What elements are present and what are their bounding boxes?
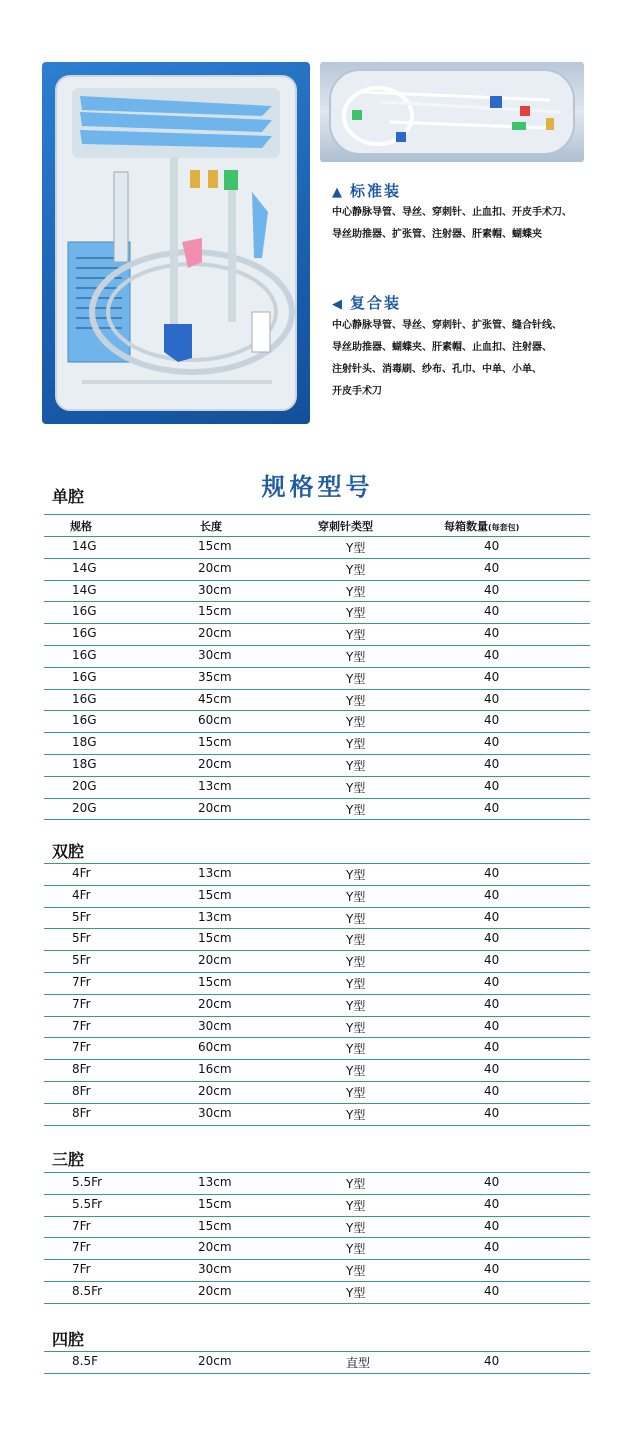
length-cell: 20cm [198,953,232,968]
table-rule [44,1351,590,1352]
quantity-cell: 40 [484,778,500,793]
table-rule [44,907,590,908]
quantity-cell: 40 [484,735,500,750]
quantity-cell: 40 [484,1262,500,1277]
table-rule [44,1216,590,1217]
needle-type-cell: Y型 [346,1064,366,1079]
needle-type-cell: Y型 [346,541,366,555]
table-rule [44,623,590,624]
needle-type-cell: Y型 [346,1086,366,1100]
table-rule [44,689,590,690]
triangle-up-icon: ▲ [332,185,344,200]
quantity-cell: 40 [484,1040,500,1055]
spec-cell: 16G [72,626,97,641]
table-rule [44,1281,590,1282]
quantity-cell: 40 [484,1218,500,1233]
spec-cell: 7Fr [72,1040,91,1055]
quantity-cell: 40 [484,713,500,728]
table-rule [44,667,590,668]
needle-type-cell: Y型 [346,606,366,621]
table-rule [44,514,590,515]
quantity-cell: 40 [484,648,500,662]
table-rule [44,972,590,973]
length-cell: 13cm [198,909,232,924]
composite-package-contents [332,315,628,403]
table-rule [44,1125,590,1126]
needle-type-cell: Y型 [346,1264,366,1279]
spec-cell: 7Fr [72,1018,91,1033]
needle-type-cell: Y型 [346,628,366,643]
length-cell: 30cm [198,582,232,597]
table-rule [44,1037,590,1038]
needle-type-cell: Y型 [346,1242,366,1257]
needle-type-cell: Y型 [346,1286,366,1300]
table-rule [44,536,590,537]
composite-contents-line: 中心静脉导管、导丝、穿刺针、扩张管、缝合针线、 [332,320,562,331]
quantity-cell: 40 [484,1196,500,1211]
needle-type-cell: Y型 [346,868,366,882]
length-cell: 30cm [198,1262,232,1277]
quantity-cell: 40 [484,800,500,815]
spec-cell: 7Fr [72,975,91,989]
quantity-cell: 40 [484,691,500,706]
length-cell: 30cm [198,648,232,662]
length-cell: 20cm [198,1084,232,1098]
spec-cell: 16G [72,669,97,684]
section-title: 双腔 [52,842,85,861]
table-rule [44,645,590,646]
quantity-cell: 40 [484,1284,500,1298]
table-rule [44,798,590,799]
length-cell: 15cm [198,887,232,902]
quantity-cell: 40 [484,909,500,924]
table-rule [44,1103,590,1104]
quantity-cell: 40 [484,887,500,902]
length-cell: 20cm [198,1354,232,1368]
quantity-cell: 40 [484,539,500,553]
table-rule [44,885,590,886]
composite-contents-line: 开皮手术刀 [332,386,382,397]
quantity-cell: 40 [484,560,500,575]
column-header-quantity [444,518,519,534]
spec-cell: 4Fr [72,887,91,902]
quantity-cell: 40 [484,1084,500,1098]
product-photo-standard-kit [42,62,310,424]
needle-type-cell: Y型 [346,1177,366,1191]
spec-cell: 5.5Fr [72,1175,103,1189]
length-cell: 15cm [198,1196,232,1211]
column-header-length: 长度 [200,520,222,533]
length-cell: 15cm [198,931,232,946]
spec-cell: 5Fr [72,953,91,968]
quantity-cell: 40 [484,669,500,684]
column-header-needle-type: 穿刺针类型 [318,520,373,533]
table-rule [44,1259,590,1260]
length-cell: 15cm [198,1218,232,1233]
table-rule [44,1172,590,1173]
spec-cell: 20G [72,800,97,815]
spec-cell: 14G [72,582,97,597]
needle-type-cell: Y型 [346,889,366,904]
column-header-quantity-note: (每套包) [488,523,520,532]
spec-cell: 16G [72,713,97,728]
quantity-cell: 40 [484,1018,500,1033]
quantity-cell: 40 [484,996,500,1011]
needle-type-cell: Y型 [346,955,366,970]
spec-cell: 5Fr [72,931,91,946]
length-cell: 15cm [198,539,232,553]
spec-cell: 14G [72,539,97,553]
needle-type-cell: Y型 [346,562,366,577]
table-rule [44,1016,590,1017]
length-cell: 20cm [198,800,232,815]
table-rule [44,1303,590,1304]
quantity-cell: 40 [484,1354,500,1368]
length-cell: 60cm [198,1040,232,1055]
needle-type-cell: Y型 [346,977,366,991]
spec-cell: 8Fr [72,1084,91,1098]
quantity-cell: 40 [484,866,500,880]
standard-package-title: 标准装 [350,182,402,200]
spec-cell: 16G [72,604,97,619]
needle-type-cell: Y型 [346,780,366,795]
quantity-cell: 40 [484,975,500,989]
needle-type-cell: Y型 [346,693,366,708]
product-photo-composite-kit [320,62,584,162]
spec-cell: 8.5Fr [72,1284,103,1298]
length-cell: 20cm [198,996,232,1011]
needle-type-cell: Y型 [346,715,366,730]
needle-type-cell: Y型 [346,759,366,773]
table-rule [44,558,590,559]
composite-package-title: 复合装 [350,294,402,312]
length-cell: 20cm [198,757,232,771]
spec-cell: 18G [72,735,97,750]
length-cell: 13cm [198,1175,232,1189]
spec-cell: 16G [72,691,97,706]
section-title: 三腔 [52,1150,85,1169]
triangle-left-icon: ◀ [332,297,344,312]
quantity-cell: 40 [484,1240,500,1255]
table-rule [44,580,590,581]
spec-cell: 7Fr [72,1218,91,1233]
length-cell: 15cm [198,975,232,989]
quantity-cell: 40 [484,953,500,968]
spec-cell: 18G [72,757,97,771]
length-cell: 60cm [198,713,232,728]
quantity-cell: 40 [484,931,500,946]
needle-type-cell: 直型 [346,1356,371,1370]
needle-type-cell: Y型 [346,802,366,817]
length-cell: 15cm [198,735,232,750]
table-rule [44,950,590,951]
column-header-spec: 规格 [70,520,92,533]
spec-cell: 4Fr [72,866,91,880]
length-cell: 13cm [198,778,232,793]
quantity-cell: 40 [484,582,500,597]
spec-cell: 7Fr [72,1262,91,1277]
column-header-quantity-label: 每箱数量 [444,520,488,533]
table-rule [44,994,590,995]
section-title: 四腔 [52,1330,85,1349]
composite-contents-line: 导丝助推器、蝴蝶夹、肝素帽、止血扣、注射器、 [332,342,552,353]
needle-type-cell: Y型 [346,1107,366,1122]
needle-type-cell: Y型 [346,650,366,664]
section-title: 单腔 [52,487,85,506]
length-cell: 20cm [198,560,232,575]
table-rule [44,710,590,711]
table-rule [44,928,590,929]
spec-cell: 5.5Fr [72,1196,103,1211]
quantity-cell: 40 [484,1105,500,1120]
length-cell: 16cm [198,1062,232,1077]
spec-cell: 16G [72,648,97,662]
table-rule [44,601,590,602]
table-rule [44,732,590,733]
standard-contents-line: 导丝助推器、扩张管、注射器、肝素帽、蝴蝶夹 [332,229,542,240]
standard-package-heading [332,180,401,201]
quantity-cell: 40 [484,1175,500,1189]
standard-contents-line: 中心静脉导管、导丝、穿刺针、止血扣、开皮手术刀、 [332,207,572,218]
length-cell: 15cm [198,604,232,619]
table-rule [44,1237,590,1238]
length-cell: 45cm [198,691,232,706]
length-cell: 30cm [198,1105,232,1120]
spec-cell: 5Fr [72,909,91,924]
needle-type-cell: Y型 [346,671,366,686]
spec-cell: 20G [72,778,97,793]
table-rule [44,1081,590,1082]
length-cell: 20cm [198,1284,232,1298]
spec-cell: 8Fr [72,1062,91,1077]
table-rule [44,754,590,755]
length-cell: 30cm [198,1018,232,1033]
spec-cell: 8Fr [72,1105,91,1120]
quantity-cell: 40 [484,626,500,641]
spec-title: 规格型号 [261,472,374,501]
needle-type-cell: Y型 [346,1020,366,1035]
table-rule [44,1373,590,1374]
needle-type-cell: Y型 [346,1042,366,1057]
standard-package-contents [332,202,628,246]
table-rule [44,1059,590,1060]
needle-type-cell: Y型 [346,737,366,752]
spec-cell: 8.5F [72,1354,98,1368]
spec-cell: 7Fr [72,1240,91,1255]
needle-type-cell: Y型 [346,1220,366,1235]
length-cell: 13cm [198,866,232,880]
spec-cell: 14G [72,560,97,575]
table-rule [44,776,590,777]
quantity-cell: 40 [484,604,500,619]
length-cell: 35cm [198,669,232,684]
table-rule [44,819,590,820]
length-cell: 20cm [198,1240,232,1255]
needle-type-cell: Y型 [346,1198,366,1213]
needle-type-cell: Y型 [346,584,366,599]
quantity-cell: 40 [484,757,500,771]
needle-type-cell: Y型 [346,998,366,1013]
needle-type-cell: Y型 [346,911,366,926]
length-cell: 20cm [198,626,232,641]
table-rule [44,863,590,864]
composite-package-heading [332,292,401,313]
quantity-cell: 40 [484,1062,500,1077]
spec-cell: 7Fr [72,996,91,1011]
table-rule [44,1194,590,1195]
needle-type-cell: Y型 [346,933,366,948]
composite-contents-line: 注射针头、消毒刷、纱布、孔巾、中单、小单、 [332,364,542,375]
